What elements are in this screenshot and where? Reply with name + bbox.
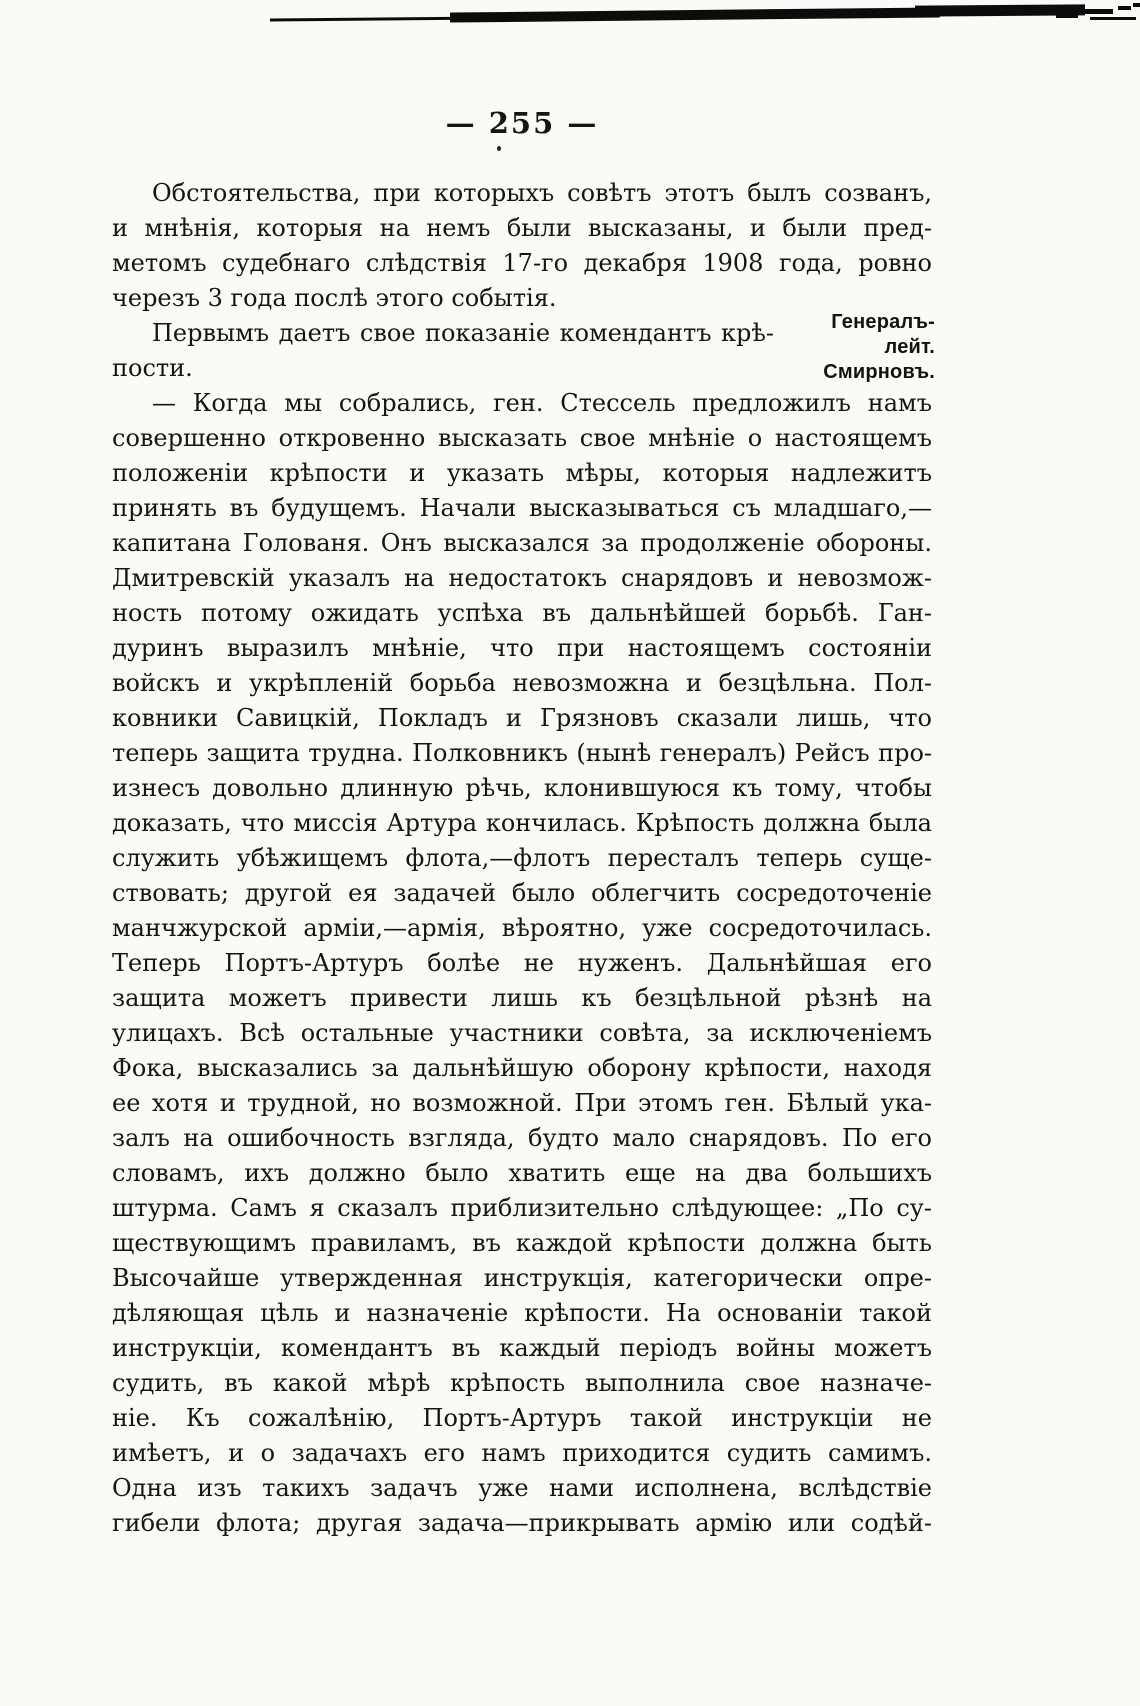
text-line: дѣляющая цѣль и назначеніе крѣпости. На основаніи такой [112, 1299, 932, 1327]
text-line: манчжурской арміи,—армія, вѣроятно, уже сосредоточилась. [112, 914, 932, 942]
text-line: совершенно откровенно высказать свое мнѣніе о настоящемъ [112, 424, 932, 452]
scan-artifact-dot [497, 146, 501, 151]
text-line: ствовать; другой ея задачей было облегчить сосредоточеніе [112, 879, 932, 907]
text-line: пости. [112, 354, 193, 382]
text-line: капитана Голованя. Онъ высказался за продолженіе обороны. [112, 529, 932, 557]
text-line: ществующимъ правиламъ, въ каждой крѣпости должна быть [112, 1229, 932, 1257]
scan-artifact-dash [1085, 9, 1113, 14]
text-line: положеніи крѣпости и указать мѣры, которыя надлежитъ [112, 459, 932, 487]
scan-artifact-dash [1056, 14, 1078, 18]
scan-artifact-dash [1118, 6, 1131, 10]
text-line: Высочайше утвержденная инструкція, категорически опре- [112, 1264, 932, 1292]
text-line: метомъ судебнаго слѣдствія 17-го декабря 1908 года, ровно [112, 249, 932, 277]
text-line: теперь защита трудна. Полковникъ (нынѣ генералъ) Рейсъ про- [112, 739, 932, 767]
scan-artifact-segment [450, 7, 940, 22]
text-line: Первымъ даетъ свое показаніе комендантъ крѣ- [152, 319, 774, 347]
text-line: инструкціи, комендантъ въ каждый періодъ войны можетъ [112, 1334, 932, 1362]
scan-artifact-dash [1133, 3, 1140, 7]
text-body [112, 176, 932, 1541]
text-line: черезъ 3 года послѣ этого событія. [112, 284, 557, 312]
text-line: ее хотя и трудной, но возможной. При этомъ ген. Бѣлый ука- [112, 1089, 932, 1117]
text-line: Фока, высказались за дальнѣйшую оборону крѣпости, находя [112, 1054, 932, 1082]
text-line: доказать, что миссія Артура кончилась. Крѣпость должна была [112, 809, 932, 837]
text-line: Теперь Портъ-Артуръ болѣе не нуженъ. Дальнѣйшая его [112, 949, 932, 977]
scan-artifact-dash [1090, 17, 1136, 20]
text-line: судить, въ какой мѣрѣ крѣпость выполнила свое назначе- [112, 1369, 932, 1397]
text-line: штурма. Самъ я сказалъ приблизительно слѣдующее: „По су- [112, 1194, 932, 1222]
text-line: словамъ, ихъ должно было хватить еще на два большихъ [112, 1159, 932, 1187]
text-line: Одна изъ такихъ задачъ уже нами исполнена, вслѣдствіе [112, 1474, 932, 1502]
text-line: защита можетъ привести лишь къ безцѣльной рѣзнѣ на [112, 984, 932, 1012]
text-line: — Когда мы собрались, ген. Стессель предложилъ намъ [152, 389, 932, 417]
text-line: имѣетъ, и о задачахъ его намъ приходится судить самимъ. [112, 1439, 932, 1467]
text-line: гибели флота; другая задача—прикрывать армію или содѣй- [112, 1509, 932, 1537]
text-line: принять въ будущемъ. Начали высказываться съ младшаго,— [112, 494, 932, 522]
text-line: войскъ и укрѣпленій борьба невозможна и безцѣльна. Пол- [112, 669, 932, 697]
text-line: ность потому ожидать успѣха въ дальнѣйшей борьбѣ. Ган- [112, 599, 932, 627]
text-line: улицахъ. Всѣ остальные участники совѣта, за исключеніемъ [112, 1019, 932, 1047]
margin-note-line: Генералъ-лейт. [831, 311, 935, 358]
text-line: ковники Савицкій, Покладъ и Грязновъ сказали лишь, что [112, 704, 932, 732]
margin-note-line: Смирновъ. [823, 361, 935, 383]
paragraph [112, 316, 932, 386]
text-line: и мнѣнія, которыя на немъ были высказаны, и были пред- [112, 214, 932, 242]
page-number: — 255 — [445, 106, 599, 140]
paragraph [112, 176, 932, 316]
text-line: залъ на ошибочность взгляда, будто мало снарядовъ. По его [112, 1124, 932, 1152]
text-line: ніе. Къ сожалѣнію, Портъ-Артуръ такой инструкціи не [112, 1404, 932, 1432]
text-line: изнесъ довольно длинную рѣчь, клонившуюся къ тому, чтобы [112, 774, 932, 802]
text-line: Дмитревскій указалъ на недостатокъ снарядовъ и невозмож- [112, 564, 932, 592]
text-line: дуринъ выразилъ мнѣніе, что при настоящемъ состояніи [112, 634, 932, 662]
paragraph [112, 386, 932, 1541]
text-line: служить убѣжищемъ флота,—флотъ пересталъ теперь суще- [112, 844, 932, 872]
text-line: Обстоятельства, при которыхъ совѣтъ этотъ былъ созванъ, [152, 179, 932, 207]
